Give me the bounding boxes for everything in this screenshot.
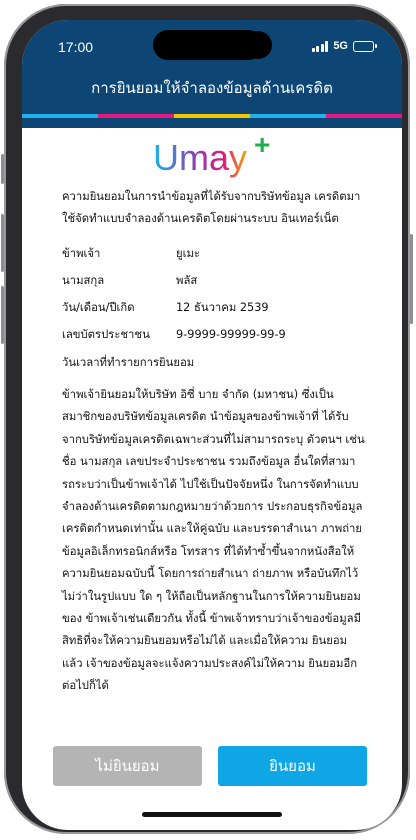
color-stripes xyxy=(22,114,402,118)
field-row xyxy=(62,241,367,268)
field-row xyxy=(62,295,367,322)
status-indicators xyxy=(312,40,374,52)
stripe xyxy=(98,114,174,118)
field-row xyxy=(62,268,367,295)
field-value: 9-9999-99999-99-9 xyxy=(176,328,286,342)
signal-icon xyxy=(312,41,329,52)
stripe xyxy=(174,114,250,118)
field-value: พลัส xyxy=(176,274,198,288)
consent-time-label: วันเวลาที่ทำรายการยินยอม xyxy=(62,355,195,369)
battery-icon xyxy=(353,41,374,52)
field-label: ข้าพเจ้า xyxy=(62,247,101,261)
field-value: 12 ธันวาคม 2539 xyxy=(176,301,269,315)
power-button xyxy=(410,234,413,324)
field-label: นามสกุล xyxy=(62,274,105,288)
decline-button[interactable]: ไม่ยินยอม xyxy=(53,746,202,786)
consent-text: ข้าพเจ้ายินยอมให้บริษัท อิซี่ บาย จำกัด (มหาชน) ซึ่งเป็น สมาชิกของบริษัทข้อมูลเครดิต นำข้อมูลของข้าพเจ้าที่ ได้รับจากบริษัทข้อมูลเครดิตเฉพาะส่วนที่ไม่สามารถระบุ ตัวตนฯ เช่น ชื่อ นามสกุล เลขประจำประชาชน รวมถึงข้อมูล อื่นใดที่สามารถระบว่าเป็นข้าพเจ้าได้ ไปใช้เป็นปัจจัยหนึ่ง ในการจัดทำแบบจำลองด้านเครดิตตามกฎหมายว่าด้วยการ ประกอบธุรกิจข้อมูลเครดิตกำหนดเท่านั้น และให้คู่ฉบับ และบรรดาสำเนา ภาพถ่าย ข้อมูลอิเล็กทรอนิกส์หรือ โทรสาร ที่ได้ทำซ้ำขึ้นจากหนังสือให้ความยินยอมฉบับนี้ โดยการถ่ายสำเนา ถ่ายภาพ หรือบันทึกไว้ไม่ว่าในรูปแบบ ใด ๆ ให้ถือเป็นหลักฐานในการให้ความยินยอมของ ข้าพเจ้าเช่นเดียวกัน ทั้งนี้ ข้าพเจ้าทราบว่าเจ้าของข้อมูลมี สิทธิที่จะให้ความยินยอมหรือไม่ได้ และเมื่อให้ความ ยินยอมแล้ว เจ้าของข้อมูลจะแจ้งความประสงค์ไม่ให้ความ ยินยอมอีกต่อไปก็ได้ xyxy=(62,388,365,693)
phone-frame xyxy=(4,4,410,834)
field-value: ยูเมะ xyxy=(176,247,200,261)
field-label: วัน/เดือน/ปีเกิด xyxy=(62,301,135,315)
umay-logo xyxy=(22,130,402,180)
header-bar xyxy=(22,20,402,128)
accept-button[interactable]: ยินยอม xyxy=(218,746,367,786)
intro-text: ความยินยอมในการนำข้อมูลที่ได้รับจากบริษัทข้อมูล เครดิตมาใช้จัดทำแบบจำลองด้านเครดิตโดยผ่านระบบ อินเทอร์เน็ต xyxy=(62,190,361,225)
field-label: เลขบัตรประชาชน xyxy=(62,328,150,342)
action-bar xyxy=(22,746,402,790)
logo-text: Umay xyxy=(152,137,248,178)
volume-up-button xyxy=(1,214,4,272)
page-title: การยินยอมให้จำลองข้อมูลด้านเครดิต xyxy=(91,79,333,97)
front-camera xyxy=(244,31,272,59)
volume-down-button xyxy=(1,286,4,344)
home-indicator[interactable] xyxy=(142,812,282,817)
field-row xyxy=(62,322,367,349)
stripe xyxy=(250,114,326,118)
consent-content xyxy=(62,186,367,698)
action-button xyxy=(1,154,4,184)
status-time: 17:00 xyxy=(58,39,94,55)
logo-plus: + xyxy=(254,130,271,160)
screen xyxy=(22,20,402,830)
network-type: 5G xyxy=(333,40,348,52)
stripe xyxy=(326,114,402,118)
stripe xyxy=(22,114,98,118)
